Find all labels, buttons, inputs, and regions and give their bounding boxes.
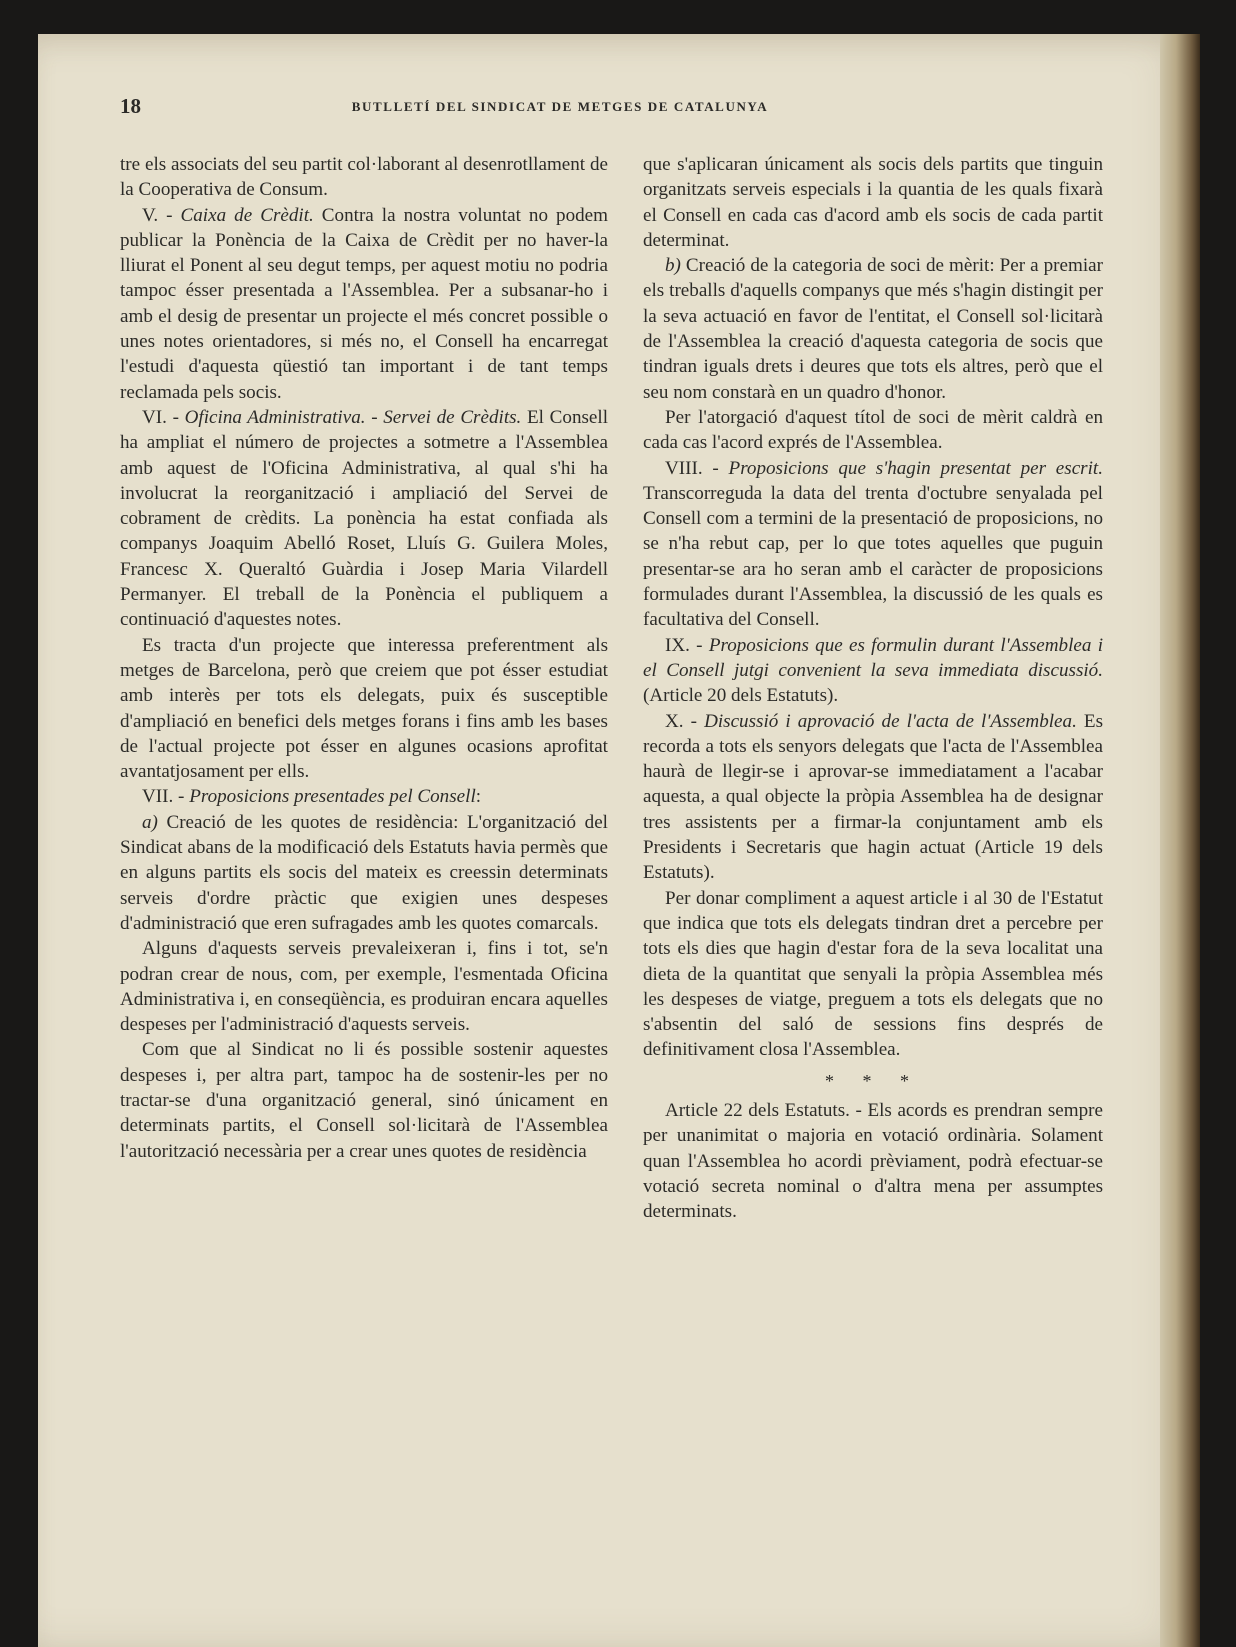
item-b: b) Creació de la categoria de soci de mèrit: Per a premiar els treballs d'aquells companys que més s'hagin distingit per la seva actuació en favor de l'entitat, el Consell sol·licitarà de l'Assemblea la creació d'aquesta categoria de socis que tindran iguals drets i deures que tots els altres, però que el seu nom constarà en un quadro d'honor. <box>643 255 1103 403</box>
paragraph: Per donar compliment a aquest article i al 30 de l'Estatut que indica que tots els delegats tindran dret a percebre per tots els dies que hagin d'estar fora de la seva localitat una dieta de la quantitat que senyali la pròpia Assemblea més les despeses de viatge, preguem a tots els delegats que no s'absentin del saló de sessions fins després de definitivament closa l'Assemblea. <box>643 887 1103 1061</box>
running-title: BUTLLETÍ DEL SINDICAT DE METGES DE CATALUNYA <box>351 99 769 114</box>
section-heading: Proposicions que s'hagin presentat per escrit. <box>728 457 1103 479</box>
item-label: b) <box>665 255 681 277</box>
section-heading: Caixa de Crèdit. <box>180 204 314 226</box>
item-a: a) Creació de les quotes de residència: L'organització del Sindicat abans de la modificació dels Estatuts havia permès que en alguns partits els socis del mateix es creessin determinats serveis d'ordre pràctic que exigien unes despeses d'administració que eren sufragades amb les quotes comarcals. <box>120 811 608 934</box>
right-column <box>643 152 1103 1224</box>
section-heading: Discussió i aprovació de l'acta de l'Assemblea. <box>704 710 1077 732</box>
book-spine-shadow <box>1160 34 1200 1647</box>
paragraph: Com que al Sindicat no li és possible sostenir aquestes despeses i, per altra part, tampoc ha de sostenir-les per no tractar-se d'una organització general, sinó únicament en determinats partits, el Consell sol·licitarà de l'Assemblea l'autorització necessària per a crear unes quotes de residència <box>120 1039 608 1162</box>
paragraph: que s'aplicaran únicament als socis dels partits que tinguin organitzats serveis especials i la quantia de les quals fixarà el Consell en cada cas d'acord amb els socis de cada partit determinat. <box>643 154 1103 251</box>
page-header <box>120 94 1000 124</box>
left-column <box>120 152 608 1164</box>
paragraph: Per l'atorgació d'aquest títol de soci de mèrit caldrà en cada cas l'acord exprés de l'Assemblea. <box>643 406 1103 454</box>
section-heading: Oficina Administrativa. - Servei de Crèdits. <box>184 406 522 428</box>
section-x: X. - Discussió i aprovació de l'acta de l'Assemblea. Es recorda a tots els senyors delegats que l'acta de l'Assemblea haurà de llegir-se i aprovar-se immediatament a l'acabar aquesta, a qual objecte la pròpia Assemblea ha de designar tres assistents per a firmar-la conjuntament amb els Presidents i Secretaris que hagin actuat (Article 19 dels Estatuts). <box>643 710 1104 884</box>
section-heading: Proposicions que es formulin durant l'Assemblea i el Consell jutgi convenient la seva immediata discussió. <box>643 634 1103 681</box>
section-vi: VI. - Oficina Administrativa. - Servei de Crèdits. El Consell ha ampliat el número de projectes a sotmetre a l'Assemblea amb aquest de l'Oficina Administrativa, al qual s'hi ha involucrat la reorganització i ampliació del Servei de cobrament de crèdits. La ponència ha estat confiada als companys Joaquim Abelló Roset, Lluís G. Guilera Moles, Francesc X. Queraltó Guàrdia i Josep Maria Vilardell Permanyer. El treball de la Ponència el publiquem a continuació d'aquestes notes. <box>120 406 608 631</box>
section-viii: VIII. - Proposicions que s'hagin presentat per escrit. Transcorreguda la data del trenta d'octubre senyalada pel Consell com a termini de la presentació de proposicions, no se n'ha rebut cap, per lo que totes aquelles que puguin presentar-se ara ho seran amb el caràcter de proposicions formulades durant l'Assemblea, la discussió de les quals es facultativa del Consell. <box>643 457 1103 631</box>
section-separator: * * * <box>825 1070 921 1091</box>
item-label: a) <box>142 811 158 833</box>
section-ix: IX. - Proposicions que es formulin durant l'Assemblea i el Consell jutgi convenient la seva immediata discussió. (Article 20 dels Estatuts). <box>643 634 1103 707</box>
section-heading: Proposicions presentades pel Consell <box>189 786 476 808</box>
section-v: V. - Caixa de Crèdit. Contra la nostra voluntat no podem publicar la Ponència de la Caixa de Crèdit per no haver-la lliurat el Ponent al seu degut temps, per aquest motiu no podria tampoc ésser presentada a l'Assemblea. Per a subsanar-ho i amb el desig de presentar un projecte el més concret possible o unes notes orientadores, si més no, el Consell ha encarregat l'estudi d'aquesta qüestió tan important i de tant temps reclamada pels socis. <box>120 204 608 403</box>
paragraph: Es tracta d'un projecte que interessa preferentment als metges de Barcelona, però que creiem que pot ésser estudiat amb interès per tots els delegats, puix és susceptible d'ampliació en benefici dels metges forans i fins amb les bases de l'actual projecte pot ésser en algunes ocasions aprofitat avantatjosament per ells. <box>120 634 608 783</box>
paragraph: Alguns d'aquests serveis prevaleixeran i, fins i tot, se'n podran crear de nous, com, per exemple, l'esmentada Oficina Administrativa i, en conseqüència, es produiran encara aquelles despeses per l'administració d'aquests serveis. <box>120 938 608 1036</box>
section-vii: VII. - Proposicions presentades pel Consell: <box>142 786 482 808</box>
page-number: 18 <box>120 94 141 118</box>
paragraph: Article 22 dels Estatuts. - Els acords es prendran sempre per unanimitat o majoria en votació ordinària. Solament quan l'Assemblea ho acordi prèviament, podrà efectuar-se votació secreta nominal o d'altra mena per assumptes determinats. <box>643 1099 1103 1223</box>
paragraph: tre els associats del seu partit col·laborant al desenrotllament de la Cooperativa de Consum. <box>120 154 608 201</box>
